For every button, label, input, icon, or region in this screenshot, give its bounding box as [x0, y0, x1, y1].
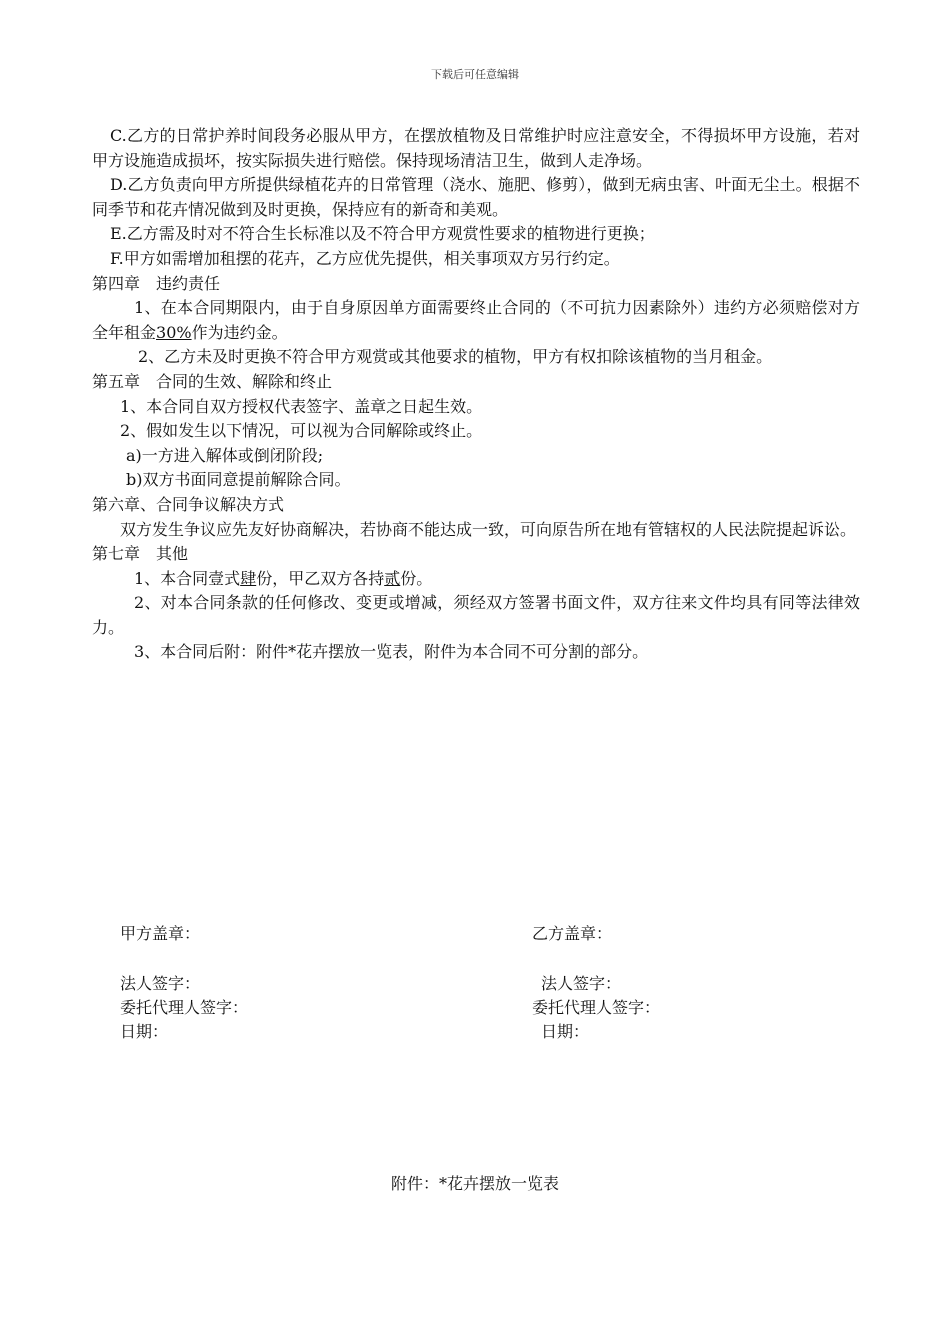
party-b-date-label: 日期：: [541, 1022, 590, 1041]
attachment-title: 附件：*花卉摆放一览表: [390, 1174, 559, 1193]
copies-total: 肆: [240, 568, 257, 588]
chapter-5-title: 第五章 合同的生效、解除和终止: [92, 371, 333, 391]
copies-each: 贰: [384, 568, 401, 588]
chapter-4-item-1: [92, 296, 860, 345]
chapter-6-body: 双方发生争议应先友好协商解决，若协商不能达成一致，可向原告所在地有管辖权的人民法院提起诉讼。: [120, 519, 857, 539]
chapter-5-item-2: 2、假如发生以下情况，可以视为合同解除或终止。: [120, 421, 483, 441]
chapter-4-item-2: 2、乙方未及时更换不符合甲方观赏或其他要求的植物，甲方有权扣除该植物的当月租金。: [138, 347, 773, 367]
clause-e: E.乙方需及时对不符合生长标准以及不符合甲方观赏性要求的植物进行更换；: [110, 224, 655, 244]
party-a-agent-sign-label: 委托代理人签字：: [120, 998, 249, 1017]
page-header: 下载后可任意编辑: [431, 68, 519, 81]
party-a-date-label: 日期：: [120, 1022, 169, 1041]
chapter-4-item-1-text: 1、在本合同期限内，由于自身原因单方面需要终止合同的（不可抗力因素除外）违约方必须赔偿对方全年租金: [92, 298, 860, 342]
chapter-7-item-2: 2、对本合同条款的任何修改、变更或增减，须经双方签署书面文件，双方往来文件均具有同等法律效力。: [92, 593, 860, 637]
party-b-agent-sign-label: 委托代理人签字：: [532, 998, 661, 1017]
penalty-percent: 30%: [156, 322, 192, 342]
chapter-5-item-b: b)双方书面同意提前解除合同。: [126, 470, 351, 490]
chapter-4-title: 第四章 违约责任: [92, 273, 221, 293]
party-b-legal-sign-label: 法人签字：: [541, 974, 622, 993]
chapter-7-item-1-mid: 份，甲乙双方各持: [256, 568, 385, 588]
chapter-4-item-1-end: 作为违约金。: [191, 322, 288, 342]
chapter-7-item-1-pre: 1、本合同壹式: [134, 568, 241, 588]
party-a-seal-label: 甲方盖章：: [120, 924, 201, 943]
party-a-legal-sign-label: 法人签字：: [120, 974, 201, 993]
clause-d: D.乙方负责向甲方所提供绿植花卉的日常管理（浇水、施肥、修剪），做到无病虫害、叶面无尘土。根据不同季节和花卉情况做到及时更换，保持应有的新奇和美观。: [92, 175, 860, 219]
chapter-7-item-1-post: 份。: [400, 568, 433, 588]
clause-c: C.乙方的日常护养时间段务必服从甲方，在摆放植物及日常维护时应注意安全，不得损坏甲方设施，若对甲方设施造成损坏，按实际损失进行赔偿。保持现场清洁卫生，做到人走净场。: [92, 126, 860, 170]
chapter-6-title: 第六章、合同争议解决方式: [92, 494, 285, 514]
chapter-5-item-a: a)一方进入解体或倒闭阶段;: [126, 445, 324, 465]
chapter-7-item-1: [92, 567, 860, 592]
chapter-7-title: 第七章 其他: [92, 544, 189, 564]
clause-f: F.甲方如需增加租摆的花卉，乙方应优先提供，相关事项双方另行约定。: [110, 248, 620, 268]
party-b-seal-label: 乙方盖章：: [532, 924, 613, 943]
chapter-7-item-3: 3、本合同后附：附件*花卉摆放一览表，附件为本合同不可分割的部分。: [134, 642, 649, 662]
chapter-5-item-1: 1、本合同自双方授权代表签字、盖章之日起生效。: [120, 396, 483, 416]
contract-body: [92, 124, 860, 665]
